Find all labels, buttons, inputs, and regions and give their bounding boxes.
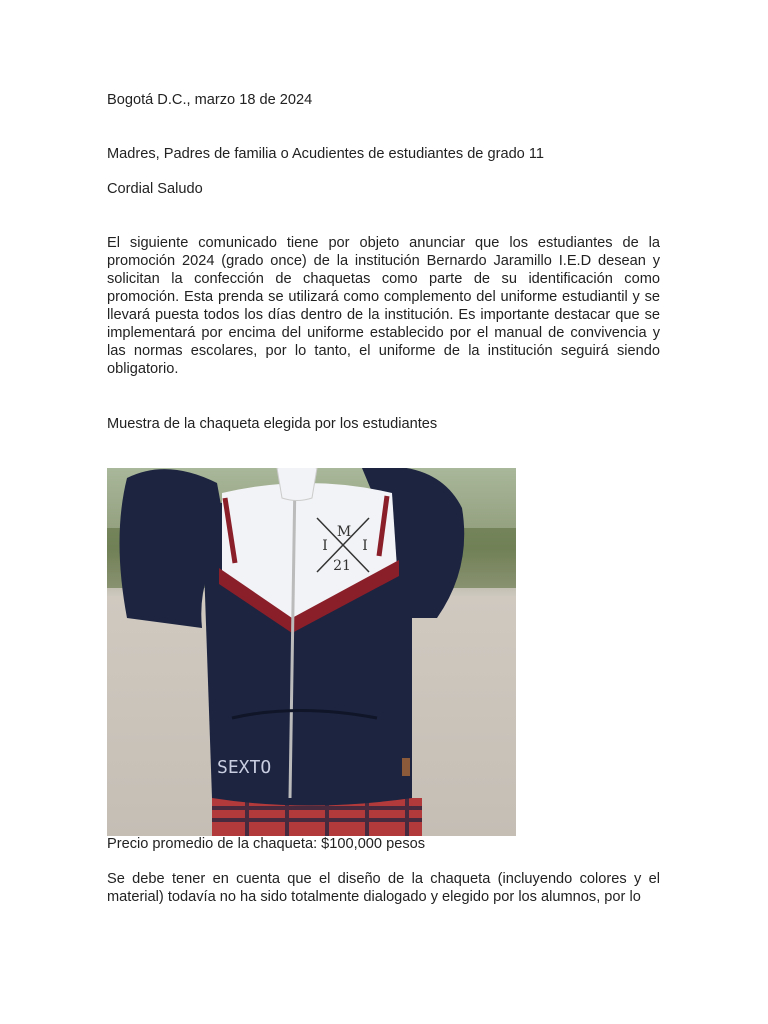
crest-letter-top: M <box>336 524 352 540</box>
jacket-photo <box>107 468 516 836</box>
crest-letter-left: I <box>322 538 328 554</box>
letter-date: Bogotá D.C., marzo 18 de 2024 <box>107 92 313 108</box>
letter-recipients: Madres, Padres de familia o Acudientes de estudiantes de grado 11 <box>107 146 545 162</box>
crest-letter-right: I <box>362 538 368 554</box>
crest-letter-bottom: 21 <box>333 558 351 574</box>
letter-body-paragraph: El siguiente comunicado tiene por objeto anunciar que los estudiantes de la promoción 2024 (grado once) de la institución Bernardo Jaramillo I.E.D desean y solicitan la confección de chaquetas como parte de su identificación como promoción. Esta prenda se utilizará como complemento del uniforme estudiantil y se llevará puesta todos los días dentro de la institución. Es importante destacar que se implementará por encima del uniforme establecido por el manual de convivencia y las normas escolares, por lo tanto, el uniforme de la institución seguirá siendo obligatorio. <box>107 235 660 377</box>
jacket-sample-caption: Muestra de la chaqueta elegida por los estudiantes <box>107 416 438 432</box>
letter-greeting: Cordial Saludo <box>107 181 203 197</box>
jacket-price: Precio promedio de la chaqueta: $100,000 pesos <box>107 836 426 852</box>
jacket-tag <box>402 758 410 776</box>
letter-note-paragraph: Se debe tener en cuenta que el diseño de la chaqueta (incluyendo colores y el material) todavía no ha sido totalmente dialogado y elegido por los alumnos, por lo <box>107 871 660 905</box>
sleeve-text: SEXTO <box>217 757 272 778</box>
